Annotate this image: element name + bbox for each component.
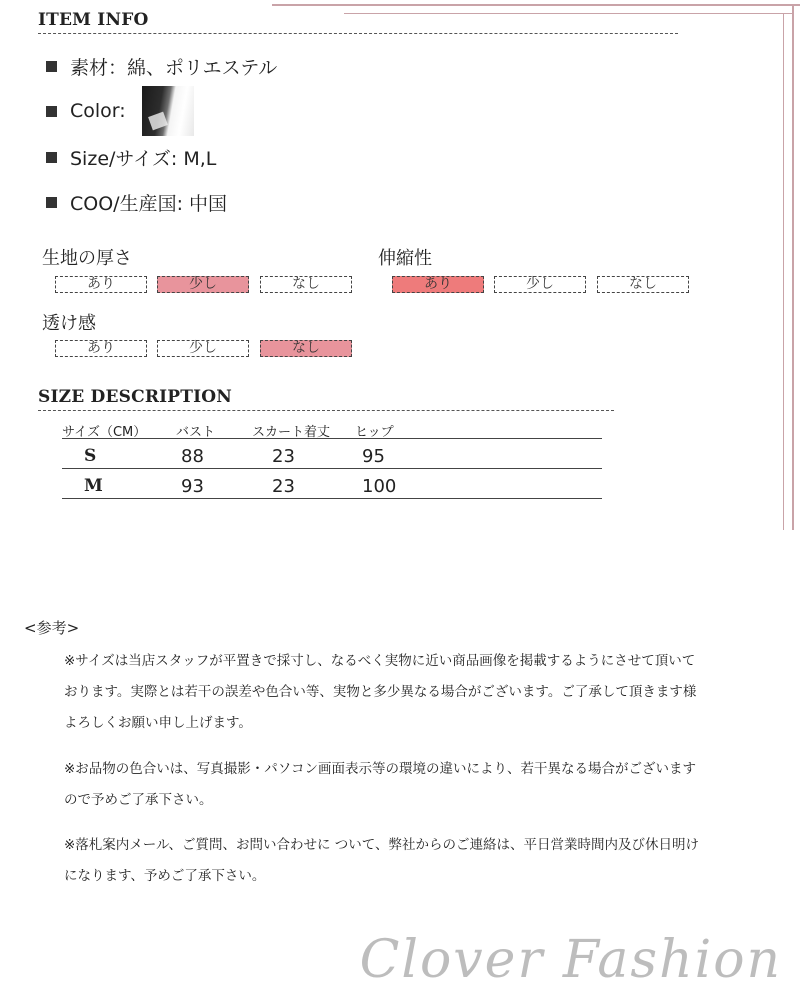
coo-text: COO/生産国: 中国 bbox=[70, 192, 228, 215]
size-cell-s: S bbox=[84, 446, 97, 466]
coo-row bbox=[46, 188, 227, 216]
brand-logo-text: Clover Fashion bbox=[359, 930, 782, 990]
table-rule bbox=[62, 498, 602, 499]
bust-cell-m: 93 bbox=[181, 476, 204, 497]
bullet-square-icon bbox=[46, 197, 57, 208]
size-row bbox=[46, 143, 216, 171]
column-header-bust: バスト bbox=[176, 425, 216, 440]
stretch-option-ari-selected: あり bbox=[392, 276, 484, 293]
size-description-divider bbox=[38, 410, 614, 411]
note-paragraph-size: ※サイズは当店スタッフが平置きで採寸し、なるべく実物に近い商品画像を掲載するようにさせて頂いております。実際とは若干の誤差や色合い等、実物と多少異なる場合がございます。ご了承して頂きます様よろしくお願い申し上げます。 bbox=[64, 653, 697, 731]
stretch-option-nashi: なし bbox=[597, 276, 689, 293]
frame-line-right bbox=[792, 4, 794, 530]
table-rule bbox=[62, 468, 602, 469]
material-row bbox=[46, 52, 277, 80]
skirt-length-cell-m: 23 bbox=[272, 476, 295, 497]
thickness-option-nashi: なし bbox=[260, 276, 352, 293]
color-row bbox=[46, 97, 126, 125]
sheer-option-ari: あり bbox=[55, 340, 147, 357]
stretch-option-sukoshi: 少し bbox=[494, 276, 586, 293]
bust-cell-s: 88 bbox=[181, 446, 204, 467]
frame-line-top-inner bbox=[344, 13, 792, 14]
column-header-size: サイズ（CM） bbox=[62, 425, 147, 440]
sheer-title: 透け感 bbox=[42, 313, 96, 334]
material-text: 素材：綿、ポリエステル bbox=[70, 56, 278, 79]
stretch-title: 伸縮性 bbox=[378, 248, 432, 269]
size-text: Size/サイズ: M,L bbox=[70, 147, 217, 170]
bullet-square-icon bbox=[46, 61, 57, 72]
skirt-length-cell-s: 23 bbox=[272, 446, 295, 467]
notes-title: <参考> bbox=[24, 619, 80, 637]
hip-cell-s: 95 bbox=[362, 446, 385, 467]
item-info-heading: ITEM INFO bbox=[38, 10, 149, 30]
frame-line-top bbox=[272, 4, 800, 6]
size-description-heading: SIZE DESCRIPTION bbox=[38, 387, 233, 407]
color-swatch-image bbox=[142, 86, 194, 136]
bullet-square-icon bbox=[46, 152, 57, 163]
thickness-option-ari: あり bbox=[55, 276, 147, 293]
sheer-option-sukoshi: 少し bbox=[157, 340, 249, 357]
note-paragraph-contact: ※落札案内メール、ご質問、お問い合わせに ついて、弊社からのご連絡は、平日営業時間内及び休日明けになります、予めご了承下さい。 bbox=[64, 837, 699, 884]
note-paragraph-color: ※お品物の色合いは、写真撮影・パソコン画面表示等の環境の違いにより、若干異なる場合がございますので予めご了承下さい。 bbox=[64, 761, 697, 808]
thickness-option-sukoshi-selected: 少し bbox=[157, 276, 249, 293]
table-rule bbox=[62, 438, 602, 439]
column-header-skirt-length: スカート着丈 bbox=[252, 425, 331, 440]
hip-cell-m: 100 bbox=[362, 476, 397, 497]
frame-line-right-inner bbox=[783, 13, 784, 530]
thickness-title: 生地の厚さ bbox=[42, 248, 132, 269]
item-info-divider bbox=[38, 33, 678, 34]
size-cell-m: M bbox=[84, 476, 103, 496]
bullet-square-icon bbox=[46, 106, 57, 117]
column-header-hip: ヒップ bbox=[355, 425, 394, 440]
sheer-option-nashi-selected: なし bbox=[260, 340, 352, 357]
color-label: Color: bbox=[70, 100, 126, 122]
